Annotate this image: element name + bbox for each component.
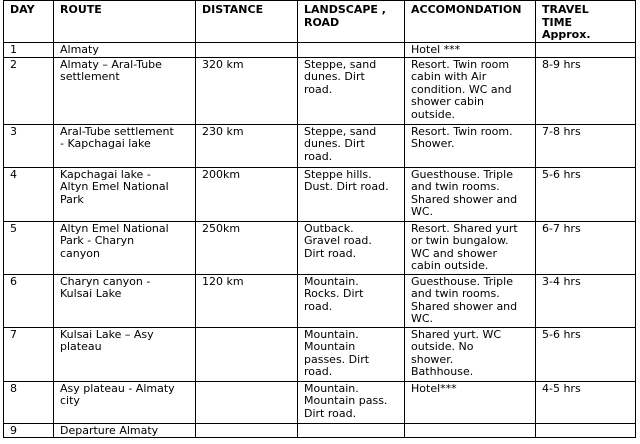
cell-accommodation: Resort. Twin room cabin with Air condition. WC and shower cabin outside.	[405, 57, 536, 124]
cell-route: Asy plateau - Almaty city	[54, 381, 196, 423]
itinerary-table	[3, 0, 636, 438]
cell-distance: 250km	[196, 221, 298, 274]
cell-time	[536, 423, 636, 438]
cell-landscape: Mountain. Mountain passes. Dirt road.	[298, 327, 405, 381]
cell-day: 4	[4, 167, 54, 221]
cell-day: 3	[4, 124, 54, 167]
cell-route: Almaty	[54, 43, 196, 58]
table-row	[4, 221, 636, 274]
cell-day: 2	[4, 57, 54, 124]
cell-distance	[196, 43, 298, 58]
cell-distance	[196, 327, 298, 381]
header-travel-time: TRAVEL TIME Approx.	[536, 1, 636, 43]
cell-route: Kapchagai lake - Altyn Emel National Park	[54, 167, 196, 221]
cell-distance: 200km	[196, 167, 298, 221]
cell-route: Almaty – Aral-Tube settlement	[54, 57, 196, 124]
cell-landscape: Mountain. Mountain pass. Dirt road.	[298, 381, 405, 423]
cell-day: 5	[4, 221, 54, 274]
header-landscape: LANDSCAPE , ROAD	[298, 1, 405, 43]
cell-landscape: Steppe, sand dunes. Dirt road.	[298, 124, 405, 167]
cell-time: 4-5 hrs	[536, 381, 636, 423]
cell-distance: 230 km	[196, 124, 298, 167]
cell-accommodation	[405, 423, 536, 438]
cell-landscape	[298, 423, 405, 438]
cell-accommodation: Shared yurt. WC outside. No shower. Bathhouse.	[405, 327, 536, 381]
header-route: ROUTE	[54, 1, 196, 43]
cell-landscape: Outback. Gravel road. Dirt road.	[298, 221, 405, 274]
cell-day: 7	[4, 327, 54, 381]
table-row	[4, 327, 636, 381]
cell-accommodation: Resort. Twin room. Shower.	[405, 124, 536, 167]
cell-time	[536, 43, 636, 58]
cell-time: 3-4 hrs	[536, 274, 636, 327]
table-row	[4, 381, 636, 423]
cell-time: 5-6 hrs	[536, 167, 636, 221]
cell-accommodation: Resort. Shared yurt or twin bungalow. WC and shower cabin outside.	[405, 221, 536, 274]
cell-day: 9	[4, 423, 54, 438]
cell-accommodation: Hotel***	[405, 381, 536, 423]
cell-route: Charyn canyon - Kulsai Lake	[54, 274, 196, 327]
cell-day: 8	[4, 381, 54, 423]
cell-accommodation: Hotel ***	[405, 43, 536, 58]
table-row	[4, 423, 636, 438]
cell-distance	[196, 423, 298, 438]
cell-time: 7-8 hrs	[536, 124, 636, 167]
cell-time: 8-9 hrs	[536, 57, 636, 124]
cell-landscape: Mountain. Rocks. Dirt road.	[298, 274, 405, 327]
cell-landscape	[298, 43, 405, 58]
table-row	[4, 43, 636, 58]
header-day: DAY	[4, 1, 54, 43]
cell-distance: 120 km	[196, 274, 298, 327]
header-distance: DISTANCE	[196, 1, 298, 43]
cell-route: Aral-Tube settlement - Kapchagai lake	[54, 124, 196, 167]
table-row	[4, 167, 636, 221]
header-row	[4, 1, 636, 43]
cell-accommodation: Guesthouse. Triple and twin rooms. Shared shower and WC.	[405, 167, 536, 221]
table-row	[4, 57, 636, 124]
cell-accommodation: Guesthouse. Triple and twin rooms. Shared shower and WC.	[405, 274, 536, 327]
cell-route: Kulsai Lake – Asy plateau	[54, 327, 196, 381]
cell-distance	[196, 381, 298, 423]
cell-landscape: Steppe hills. Dust. Dirt road.	[298, 167, 405, 221]
cell-day: 1	[4, 43, 54, 58]
header-accommodation: ACCOMONDATION	[405, 1, 536, 43]
cell-day: 6	[4, 274, 54, 327]
cell-route: Departure Almaty	[54, 423, 196, 438]
cell-time: 5-6 hrs	[536, 327, 636, 381]
table-row	[4, 274, 636, 327]
table-row	[4, 124, 636, 167]
cell-route: Altyn Emel National Park - Charyn canyon	[54, 221, 196, 274]
cell-distance: 320 km	[196, 57, 298, 124]
cell-time: 6-7 hrs	[536, 221, 636, 274]
cell-landscape: Steppe, sand dunes. Dirt road.	[298, 57, 405, 124]
